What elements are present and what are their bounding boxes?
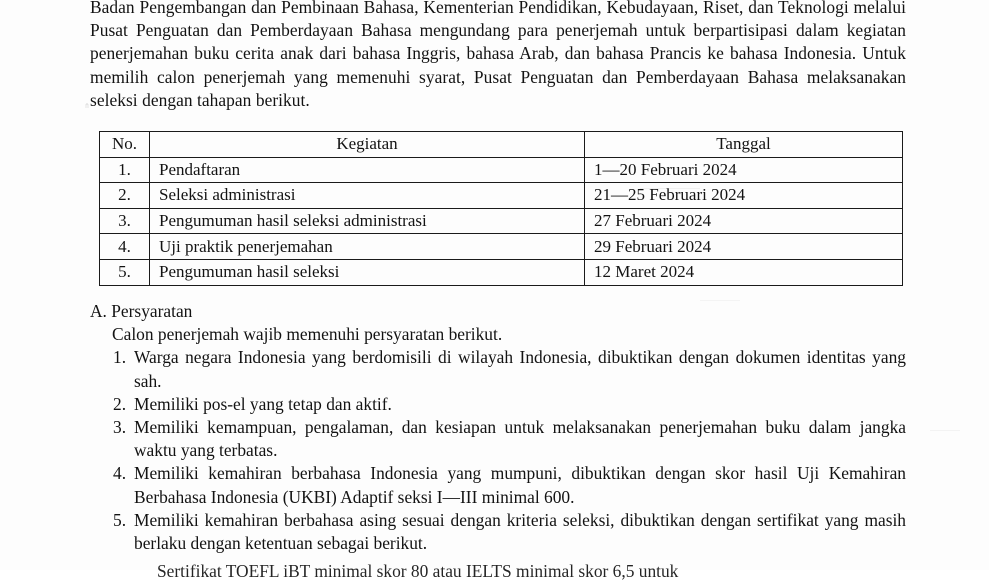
table-row — [100, 208, 903, 234]
table-header-row — [100, 132, 903, 158]
column-header-tanggal: Tanggal — [585, 132, 903, 158]
schedule-table-wrapper — [99, 131, 899, 286]
list-item-text: Memiliki kemampuan, pengalaman, dan kesiapan untuk melaksanakan penerjemahan buku dalam jangka waktu yang terbatas. — [134, 417, 906, 461]
cell-no: 4. — [100, 234, 150, 260]
scan-speck — [86, 103, 88, 105]
cell-tanggal: 29 Februari 2024 — [585, 234, 903, 260]
table-header — [100, 132, 903, 158]
cell-tanggal: 27 Februari 2024 — [585, 208, 903, 234]
section-persyaratan — [90, 300, 906, 555]
cell-no: 3. — [100, 208, 150, 234]
table-body — [100, 157, 903, 285]
list-item-text: Warga negara Indonesia yang berdomisili di wilayah Indonesia, dibuktikan dengan dokumen identitas yang sah. — [134, 347, 906, 391]
cell-kegiatan: Pengumuman hasil seleksi — [150, 259, 585, 285]
cell-kegiatan: Pengumuman hasil seleksi administrasi — [150, 208, 585, 234]
section-heading: A. Persyaratan — [90, 301, 193, 321]
cell-tanggal: 12 Maret 2024 — [585, 259, 903, 285]
section-lead-text: Calon penerjemah wajib memenuhi persyaratan berikut. — [112, 324, 503, 345]
column-header-kegiatan: Kegiatan — [150, 132, 585, 158]
table-row — [100, 183, 903, 209]
clipped-bottom-line — [90, 560, 906, 581]
cell-tanggal: 21—25 Februari 2024 — [585, 183, 903, 209]
list-item — [90, 462, 906, 508]
requirements-list — [90, 346, 906, 555]
list-item-marker: 2. — [113, 393, 127, 414]
list-item — [90, 346, 906, 392]
cell-kegiatan: Pendaftaran — [150, 157, 585, 183]
cell-kegiatan: Uji praktik penerjemahan — [150, 234, 585, 260]
scan-speck — [85, 104, 89, 108]
cell-tanggal: 1—20 Februari 2024 — [585, 157, 903, 183]
list-item-marker: 1. — [113, 347, 127, 368]
cell-no: 5. — [100, 259, 150, 285]
cell-no: 2. — [100, 183, 150, 209]
table-row — [100, 259, 903, 285]
list-item — [90, 393, 906, 416]
list-item-text: Memiliki kemahiran berbahasa asing sesuai dengan kriteria seleksi, dibuktikan dengan sertifikat yang masih berlaku dengan ketentuan sebagai berikut. — [134, 509, 906, 554]
list-item — [90, 416, 906, 462]
list-item — [90, 509, 906, 555]
column-header-no: No. — [100, 132, 150, 158]
cell-kegiatan: Seleksi administrasi — [150, 183, 585, 209]
list-item-text: Memiliki pos-el yang tetap dan aktif. — [134, 393, 392, 414]
list-item-marker: 4. — [113, 463, 127, 484]
table-row — [100, 234, 903, 260]
intro-paragraph-block — [90, 0, 906, 112]
list-item-marker: 5. — [113, 509, 127, 530]
schedule-table — [99, 131, 903, 286]
list-item-text: Memiliki kemahiran berbahasa Indonesia yang mumpuni, dibuktikan dengan skor hasil Uji Kemahiran Berbahasa Indonesia (UKBI) Adaptif seksi I—III minimal 600. — [134, 463, 906, 507]
table-row — [100, 157, 903, 183]
cell-no: 1. — [100, 157, 150, 183]
list-item-marker: 3. — [113, 417, 127, 438]
intro-paragraph: Badan Pengembangan dan Pembinaan Bahasa, Kementerian Pendidikan, Kebudayaan, Riset, dan Teknologi melalui Pusat Penguatan dan Pemberdayaan Bahasa mengundang para penerjemah untuk berpartisipasi dalam kegiatan penerjemahan buku cerita anak dari bahasa Inggris, bahasa Arab, dan bahasa Prancis ke bahasa Indonesia. Untuk memilih calon penerjemah yang memenuhi syarat, Pusat Penguatan dan Pemberdayaan Bahasa melaksanakan seleksi dengan tahapan berikut. — [90, 0, 906, 110]
scan-speck — [930, 430, 960, 431]
clipped-bottom-line-text: Sertifikat TOEFL iBT minimal skor 80 atau IELTS minimal skor 6,5 untuk — [157, 561, 679, 581]
